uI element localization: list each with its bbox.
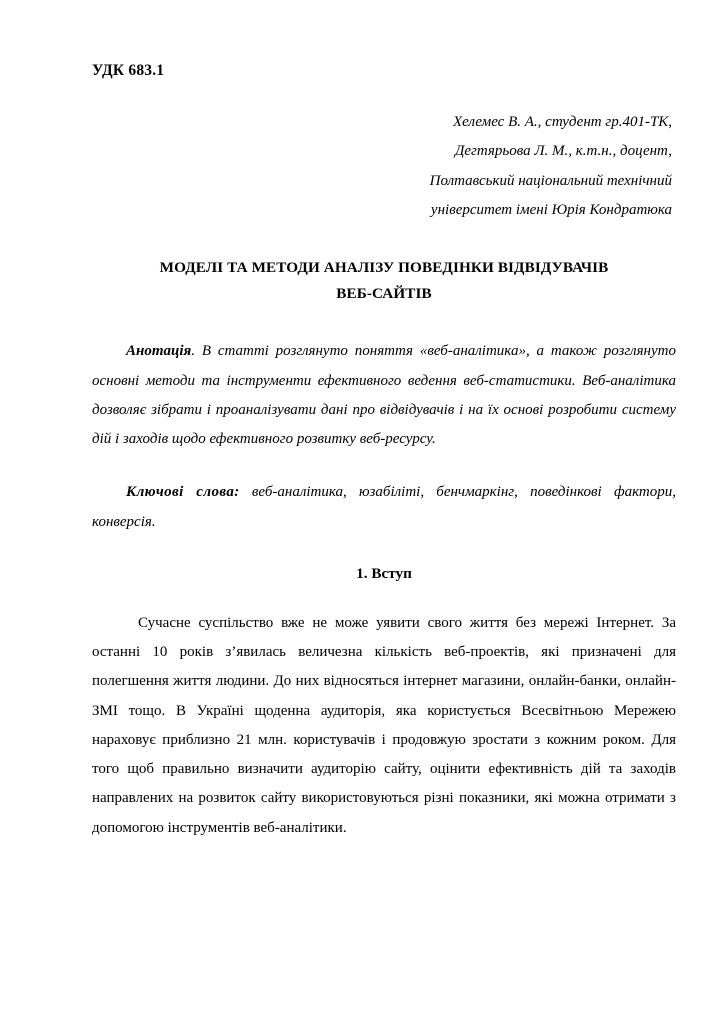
author-line-2: Дегтярьова Л. М., к.т.н., доцент, (454, 143, 672, 160)
author-line-1: Хелемес В. А., студент гр.401-ТК, (453, 114, 672, 130)
udk-code: УДК 683.1 (92, 62, 165, 79)
title-line-2: ВЕБ-САЙТІВ (336, 285, 432, 303)
keywords-text: веб-аналітика, юзабіліті, бенчмаркінг, поведінкові фактори, конверсія. (92, 484, 676, 530)
abstract-text: . В статті розглянуто поняття «веб-аналітика», а також розглянуто основні методи та інструменти ефективного ведення веб-статистики. Веб-аналітика дозволяє зібрати і проаналізувати дані про відвідувачів і на їх основі розробити систему дій і заходів щодо ефективного розвитку веб-ресурсу. (92, 343, 676, 448)
keywords-paragraph (92, 478, 676, 537)
section-paragraph-intro: Сучасне суспільство вже не може уявити свого життя без мережі Інтернет. За останні 10 років з’явилась величезна кількість веб-проектів, які призначені для полегшення життя людини. До них відносяться інтернет магазини, онлайн-банки, онлайн-ЗМІ тощо. В Україні щоденна аудиторія, яка користується Всесвітньою Мережею нараховує приблизно 21 млн. користувачів і продовжую зростати з кожним роком. Для того щоб правильно визначити аудиторію сайту, оцінити ефективність дій та заходів направлених на розвиток сайту використовуються різні показники, які можна отримати з допомогою інструментів веб-аналітики. (92, 614, 676, 836)
keywords-label: Ключові слова: (126, 484, 240, 501)
author-line-3: Полтавський національний технічний (429, 172, 672, 189)
section-heading-intro: 1. Вступ (356, 564, 412, 582)
author-block (92, 108, 672, 225)
page-title (92, 255, 676, 307)
title-line-1: МОДЕЛІ ТА МЕТОДИ АНАЛІЗУ ПОВЕДІНКИ ВІДВІДУВАЧІВ (159, 259, 609, 276)
author-line-4: університет імені Юрія Кондратюка (430, 201, 672, 218)
abstract-paragraph (92, 337, 676, 454)
abstract-label: Анотація (126, 343, 192, 360)
